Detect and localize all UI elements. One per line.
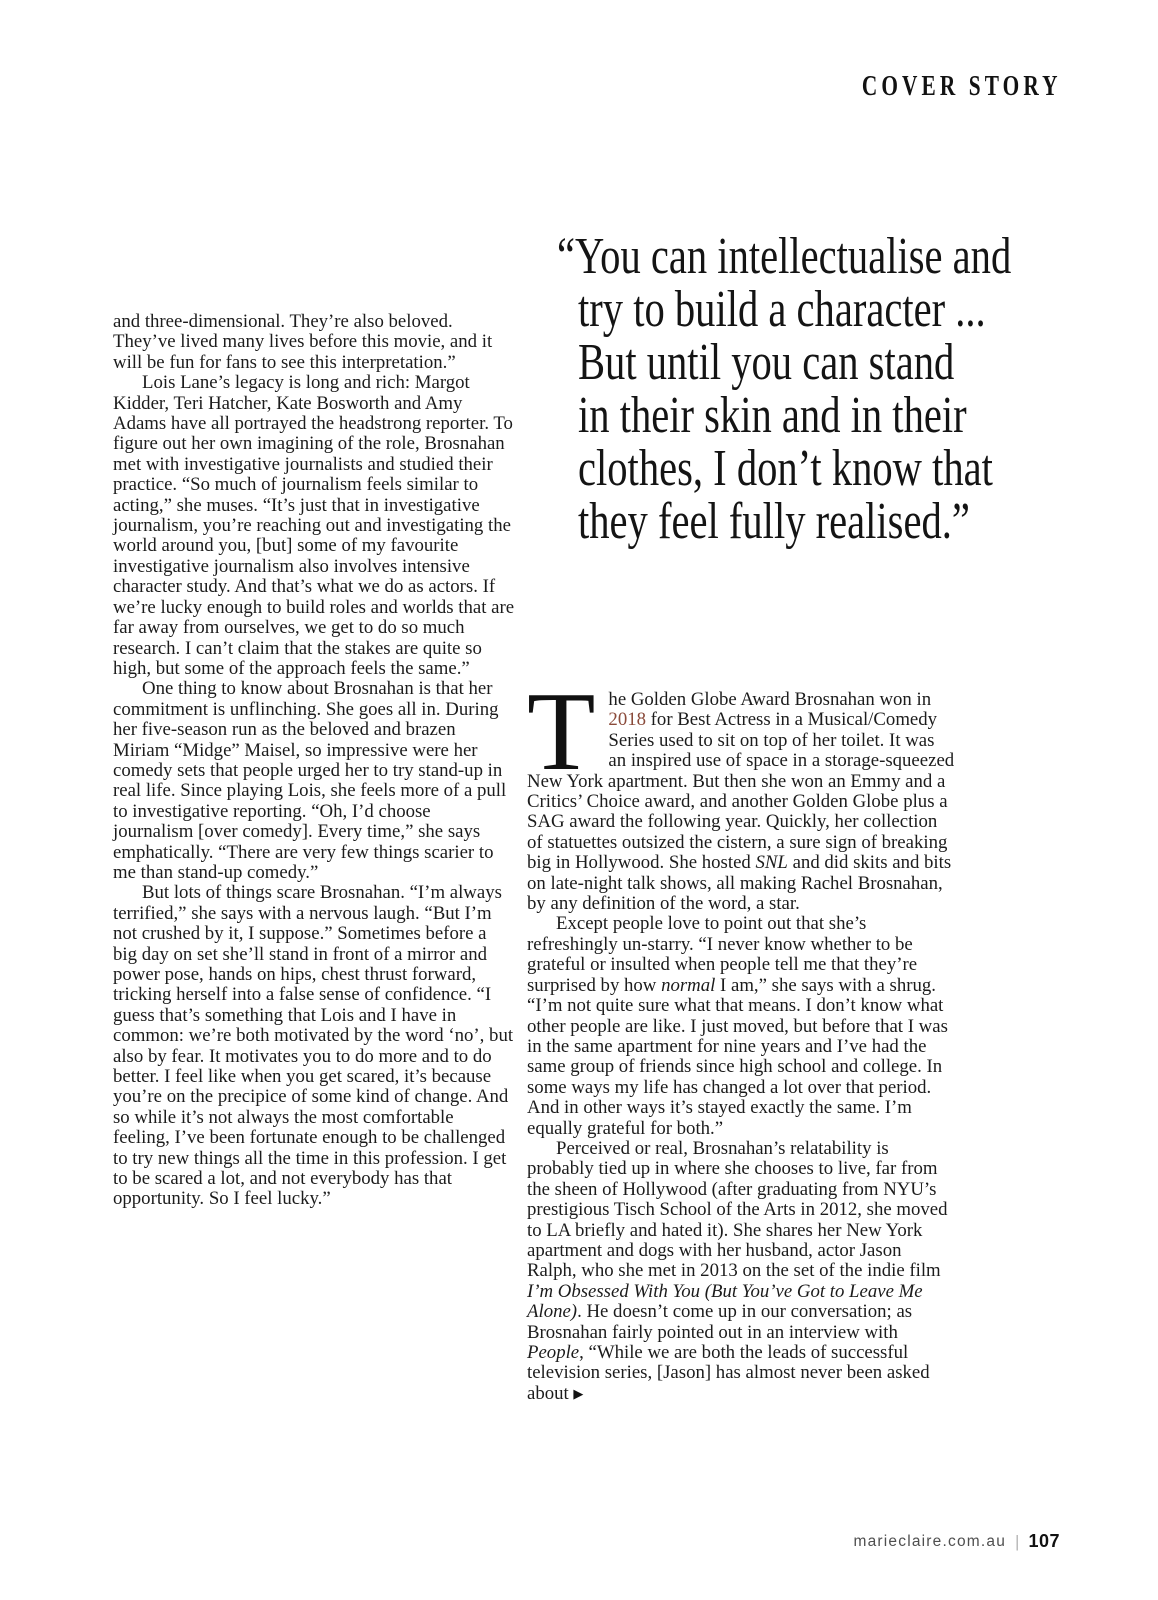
pull-quote-line: in their skin and in their	[578, 387, 967, 444]
pull-quote-line: But until you can stand	[578, 334, 955, 391]
continuation-arrow: ▶	[573, 1385, 584, 1401]
pull-quote-line: clothes, I don’t know that	[578, 440, 993, 497]
pull-quote-line: try to build a character ...	[578, 281, 986, 338]
text-segment: People	[527, 1342, 580, 1363]
body-paragraph	[527, 914, 955, 1138]
body-paragraph	[113, 679, 515, 883]
text-segment: 2018	[608, 709, 646, 731]
text-segment: normal	[661, 974, 716, 996]
text-segment: he Golden Globe Award Brosnahan won in	[608, 689, 932, 710]
pull-quote	[556, 228, 1093, 550]
right-column	[527, 670, 955, 1405]
page-number: 107	[1028, 1531, 1060, 1551]
text-segment: One thing to know about Brosnahan is that her commitment is unflinching. She goes all in. During her five-season run as the beloved and brazen Miriam “Midge” Maisel, so impressive were her comedy sets that people urged her to try stand-up in real life. Since playing Lois, she feels more of a pull to investigative reporting. “Oh, I’d choose journalism [over comedy]. Every time,” she says emphatically. “There are very few things scarier to me than stand-up comedy.”	[113, 678, 507, 883]
page-footer	[853, 1531, 1060, 1552]
text-segment: SNL	[755, 852, 788, 874]
text-segment: and did skits and bits on late-night talk shows, all making Rachel Brosnahan, by any definition of the word, a star.	[527, 852, 952, 915]
body-paragraph	[527, 670, 955, 915]
text-segment: Perceived or real, Brosnahan’s relatability is probably tied up in where she chooses to live, far from the sheen of Hollywood (after graduating from NYU’s prestigious Tisch School of the Arts in 2012, she moved to LA briefly and hated it). She shares her New York apartment and dogs with her husband, actor Jason Ralph, who she met in 2013 on the set of the indie film	[527, 1137, 948, 1282]
footer-divider: |	[1015, 1531, 1020, 1551]
pull-quote-line: they feel fully realised.”	[578, 493, 970, 550]
text-segment: and three-dimensional. They’re also beloved. They’ve lived many lives before this movie, and it will be fun for fans to see this interpretation.”	[113, 311, 493, 373]
text-segment: for Best Actress in a Musical/Comedy Series used to sit on top of her toilet. It was an inspired use of space in a storage-squeezed New York apartment. But then she won an Emmy and a Critics’ Choice award, and another Golden Globe plus a SAG award the following year. Quickly, her collection of statuettes outsized the cistern, a sure sign of breaking big in Hollywood. She hosted	[527, 709, 955, 874]
pull-quote-line: “You can intellectualise and	[556, 228, 1012, 285]
text-segment: Lois Lane’s legacy is long and rich: Margot Kidder, Teri Hatcher, Kate Bosworth and Amy Adams have all portrayed the headstrong reporter. To figure out her own imagining of the role, Brosnahan met with investigative journalists and studied their practice. “So much of journalism feels similar to acting,” she muses. “It’s just that in investigative journalism, you’re reaching out and investigating the world around you, [but] some of my favourite investigative journalism also involves intensive character study. And that’s what we do as actors. If we’re lucky enough to build roles and worlds that are far away from ourselves, we get to do so much research. I can’t claim that the stakes are quite so high, but some of the approach feels the same.”	[113, 372, 515, 679]
body-paragraph	[113, 373, 515, 679]
text-segment: Except people love to point out that she’s refreshingly un-starry. “I never know whether to be grateful or insulted when people tell me that they’re surprised by how	[527, 913, 918, 996]
left-column	[113, 312, 515, 1210]
text-segment: I’m Obsessed With You (But You’ve Got to Leave Me Alone)	[527, 1280, 923, 1323]
drop-cap: T	[527, 670, 596, 794]
text-segment: , “While we are both the leads of successful television series, [Jason] has almost never been asked about	[527, 1342, 930, 1404]
body-paragraph	[113, 883, 515, 1210]
text-segment: . He doesn’t come up in our conversation; as Brosnahan fairly pointed out in an interview with	[527, 1301, 913, 1343]
section-kicker: COVER STORY	[862, 70, 1062, 102]
body-paragraph	[527, 1139, 955, 1405]
site-url: marieclaire.com.au	[853, 1532, 1007, 1550]
text-segment: I am,” she says with a shrug. “I’m not quite sure what that means. I don’t know what other people are like. I just moved, but before that I was in the same apartment for nine years and I’ve had the same group of friends since high school and college. In some ways my life has changed a lot over that period. And in other ways it’s stayed exactly the same. I’m equally grateful for both.”	[527, 974, 948, 1139]
text-segment: But lots of things scare Brosnahan. “I’m always terrified,” she says with a nervous laugh. “But I’m not crushed by it, I suppose.” Sometimes before a big day on set she’ll stand in front of a mirror and power pose, hands on hips, chest thrust forward, tricking herself into a false sense of confidence. “I guess that’s something that Lois and I have in common: we’re both motivated by the word ‘no’, but also by fear. It motivates you to do more and to do better. I feel like when you get scared, it’s because you’re on the precipice of some kind of change. And so while it’s not always the most comfortable feeling, I’ve been fortunate enough to be challenged to try new things all the time in this profession. I get to be scared a lot, and not everybody has that opportunity. So I feel lucky.”	[113, 882, 514, 1210]
body-paragraph	[113, 312, 515, 373]
